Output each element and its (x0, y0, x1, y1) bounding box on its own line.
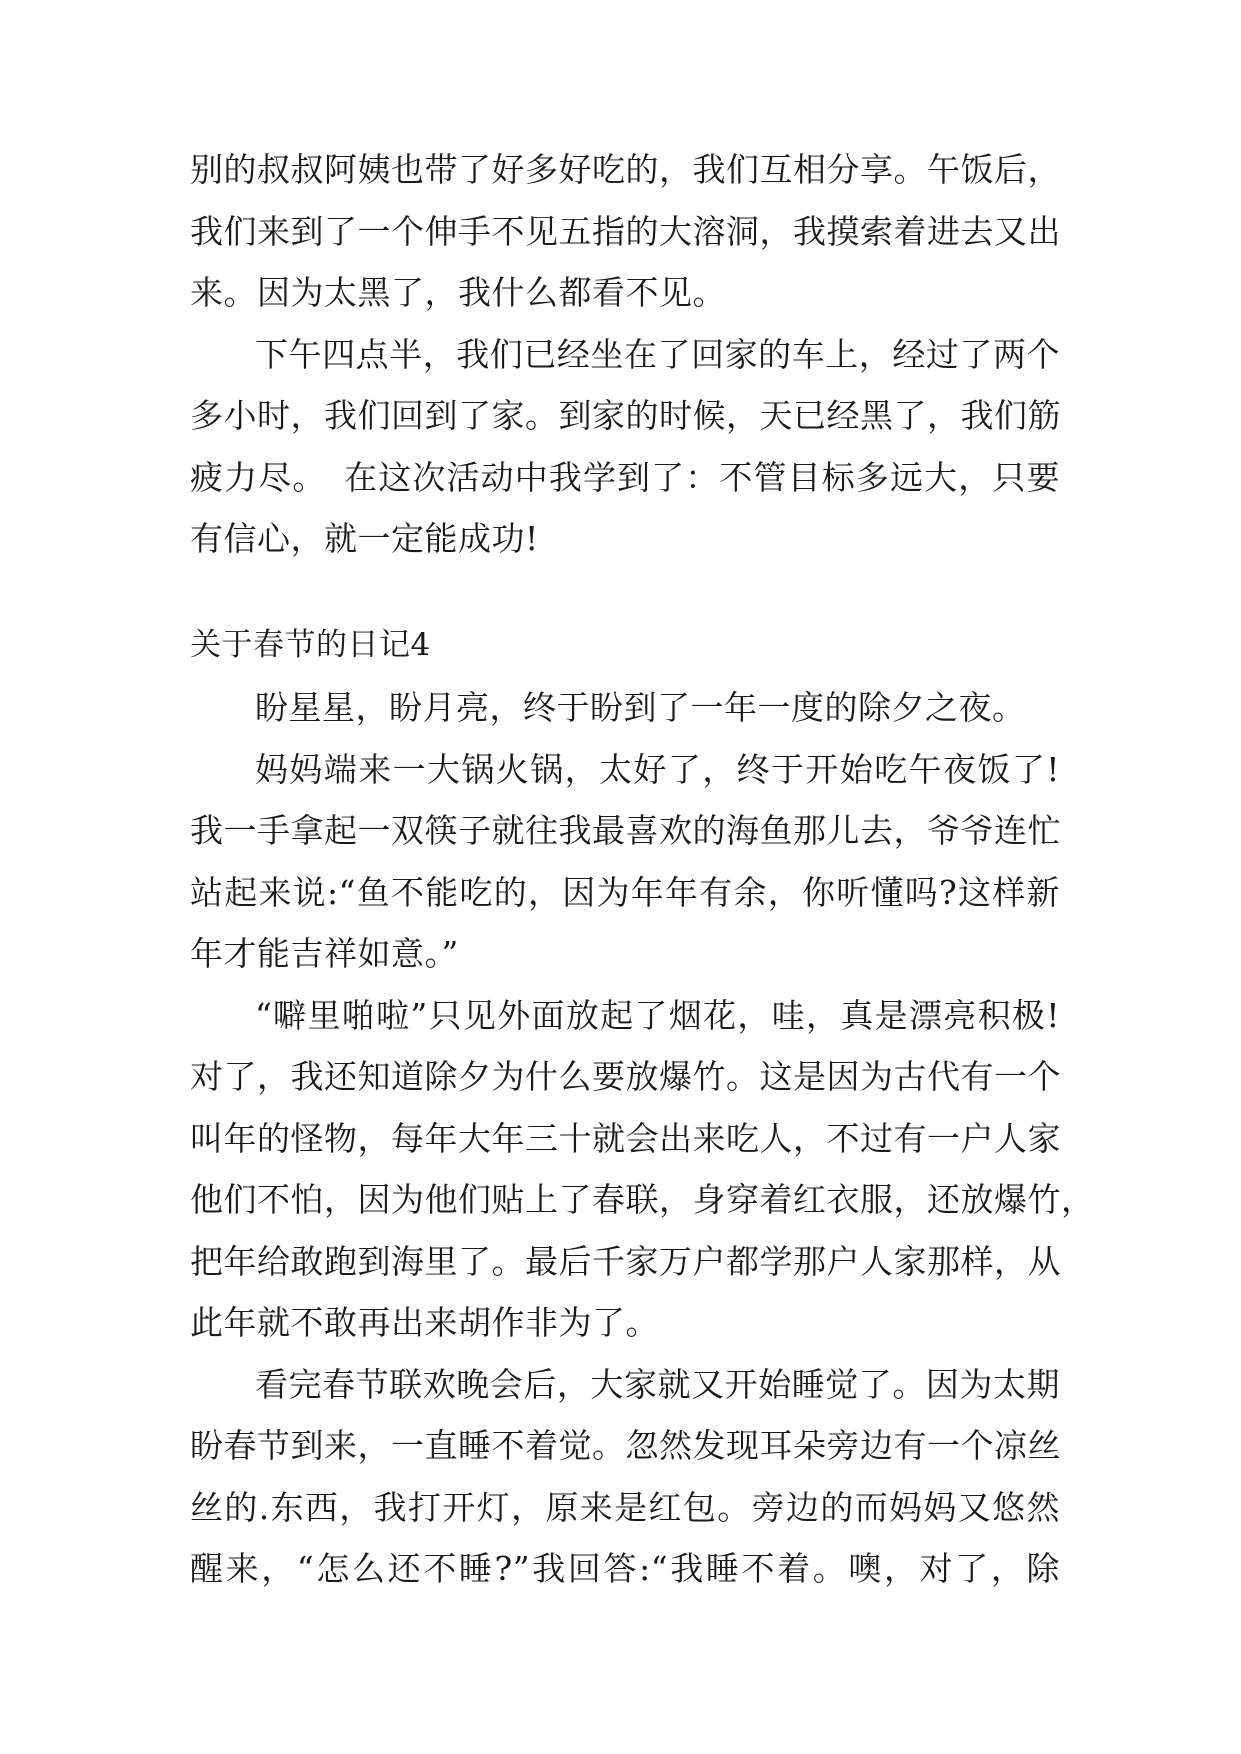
paragraph-line: 下午四点半，我们已经坐在了回家的车上，经过了两个 (255, 335, 1060, 374)
paragraph-line: 对了，我还知道除夕为什么要放爆竹。这是因为古代有一个 (190, 1057, 1061, 1096)
paragraph-line: 此年就不敢再出来胡作非为了。 (190, 1303, 659, 1342)
paragraph-line: 妈妈端来一大锅火锅，太好了，终于开始吃午夜饭了! (255, 750, 1060, 789)
paragraph-line: 看完春节联欢晚会后，大家就又开始睡觉了。因为太期 (255, 1365, 1060, 1404)
paragraph-line: 丝的.东西，我打开灯，原来是红包。旁边的而妈妈又悠然 (190, 1488, 1060, 1527)
paragraph-line: “噼里啪啦”只见外面放起了烟花，哇，真是漂亮积极! (255, 996, 1060, 1035)
paragraph-line: 别的叔叔阿姨也带了好多好吃的，我们互相分享。午饭后， (190, 150, 1061, 189)
paragraph-line: 年才能吉祥如意。” (190, 934, 459, 973)
paragraph-line: 多小时，我们回到了家。到家的时候，天已经黑了，我们筋 (190, 396, 1061, 435)
paragraph-line: 我们来到了一个伸手不见五指的大溶洞，我摸索着进去又出 (190, 212, 1061, 251)
paragraph-line: 有信心，就一定能成功! (190, 519, 539, 558)
paragraph-line: 盼春节到来，一直睡不着觉。忽然发现耳朵旁边有一个凉丝 (190, 1426, 1061, 1465)
paragraph-line: 我一手拿起一双筷子就往我最喜欢的海鱼那儿去，爷爷连忙 (190, 811, 1061, 850)
paragraph-line: 醒来，“怎么还不睡?”我回答:“我睡不着。噢，对了，除 (190, 1549, 1060, 1588)
paragraph-line: 他们不怕，因为他们贴上了春联，身穿着红衣服，还放爆竹， (190, 1180, 1095, 1219)
paragraph-line: 来。因为太黑了，我什么都看不见。 (190, 273, 726, 312)
paragraph-line: 盼星星，盼月亮，终于盼到了一年一度的除夕之夜。 (255, 688, 1026, 727)
paragraph-line: 叫年的怪物，每年大年三十就会出来吃人，不过有一户人家 (190, 1119, 1061, 1158)
paragraph-line: 把年给敢跑到海里了。最后千家万户都学那户人家那样，从 (190, 1242, 1061, 1281)
paragraph-line: 疲力尽。 在这次活动中我学到了：不管目标多远大，只要 (190, 458, 1060, 497)
section-heading: 关于春节的日记4 (190, 627, 431, 663)
paragraph-line: 站起来说:“鱼不能吃的，因为年年有余，你听懂吗?这样新 (190, 873, 1060, 912)
